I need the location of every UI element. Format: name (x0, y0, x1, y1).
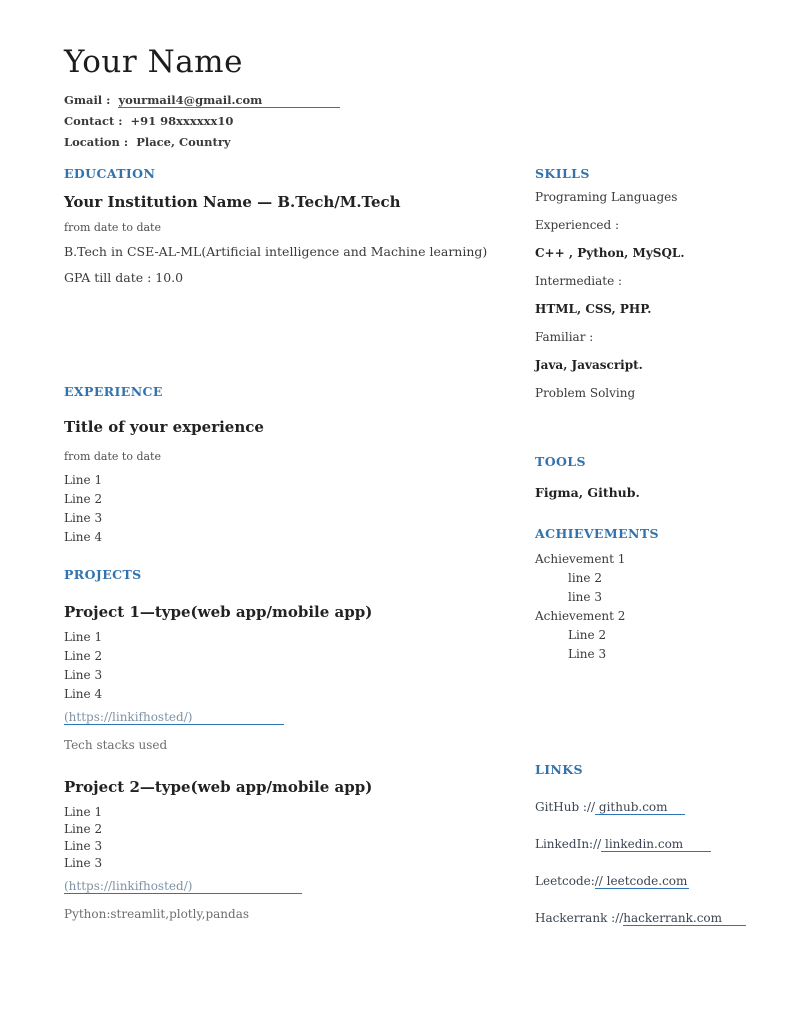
skills-line: Programing Languages (535, 190, 678, 204)
project1-tech-stack: Tech stacks used (64, 738, 168, 752)
achievement-line: Line 2 (568, 628, 607, 642)
contact-phone-row (64, 114, 664, 128)
section-header-experience: EXPERIENCE (64, 384, 163, 399)
project2-line: Line 1 (64, 805, 103, 819)
link-row-leetcode (535, 874, 775, 888)
skills-line-familiar: Java, Javascript. (535, 358, 643, 372)
skills-line: Experienced : (535, 218, 620, 232)
project1-hosted-link[interactable]: (https://linkifhosted/) (64, 710, 284, 725)
section-header-skills: SKILLS (535, 166, 590, 181)
experience-line: Line 2 (64, 492, 103, 506)
section-header-education: EDUCATION (64, 166, 156, 181)
project2-line: Line 3 (64, 839, 103, 853)
location-value: Place, Country (136, 135, 231, 149)
project1-title: Project 1—type(web app/mobile app) (64, 603, 373, 621)
email-link[interactable]: yourmail4@gmail.com (118, 93, 340, 108)
experience-line: Line 3 (64, 511, 103, 525)
achievement-line: Achievement 2 (535, 609, 626, 623)
section-header-projects: PROJECTS (64, 567, 142, 582)
hackerrank-link[interactable]: hackerrank.com (623, 911, 746, 926)
project1-line: Line 4 (64, 687, 103, 701)
right-column (535, 166, 775, 925)
contact-email-row (64, 93, 664, 107)
left-column (64, 166, 514, 921)
section-header-achievements: ACHIEVEMENTS (535, 526, 659, 541)
resume-header (64, 44, 664, 156)
experience-title: Title of your experience (64, 418, 264, 436)
education-gpa: GPA till date : 10.0 (64, 270, 184, 285)
project2-tech-stack: Python:streamlit,plotly,pandas (64, 907, 250, 921)
project2-line: Line 3 (64, 856, 103, 870)
education-dates: from date to date (64, 221, 161, 234)
project2-hosted-link[interactable]: (https://linkifhosted/) (64, 879, 302, 894)
skills-line-intermediate: HTML, CSS, PHP. (535, 302, 652, 316)
project1-line: Line 2 (64, 649, 103, 663)
linkedin-link[interactable]: linkedin.com (601, 837, 711, 852)
section-header-links: LINKS (535, 762, 583, 777)
leetcode-link[interactable]: // leetcode.com (594, 874, 688, 888)
link-row-linkedin (535, 837, 775, 851)
email-label: Gmail : (64, 93, 111, 107)
github-label: GitHub :// (535, 800, 596, 814)
skills-line: Intermediate : (535, 274, 623, 288)
skills-line: Familiar : (535, 330, 594, 344)
project2-link-row (64, 875, 514, 894)
location-label: Location : (64, 135, 129, 149)
hackerrank-label: Hackerrank :// (535, 911, 624, 925)
phone-value: +91 98xxxxxx10 (130, 114, 234, 128)
education-degree: B.Tech in CSE-AL-ML(Artificial intelligence and Machine learning) (64, 244, 488, 259)
skills-line: Problem Solving (535, 386, 636, 400)
achievement-line: Achievement 1 (535, 552, 626, 566)
project1-line: Line 1 (64, 630, 103, 644)
skills-line-experienced: C++ , Python, MySQL. (535, 246, 685, 260)
experience-line: Line 4 (64, 530, 103, 544)
education-institution: Your Institution Name — B.Tech/M.Tech (64, 193, 401, 211)
achievement-line: line 3 (568, 590, 602, 604)
linkedin-label: LinkedIn:// (535, 837, 602, 851)
github-link[interactable]: github.com (595, 800, 685, 815)
project2-line: Line 2 (64, 822, 103, 836)
project2-title: Project 2—type(web app/mobile app) (64, 778, 373, 796)
link-row-hackerrank (535, 911, 775, 925)
experience-dates: from date to date (64, 450, 161, 463)
achievement-line: line 2 (568, 571, 602, 585)
phone-label: Contact : (64, 114, 123, 128)
link-row-github (535, 800, 775, 814)
tools-value: Figma, Github. (535, 485, 640, 500)
contact-location-row (64, 135, 664, 149)
experience-line: Line 1 (64, 473, 103, 487)
project1-line: Line 3 (64, 668, 103, 682)
achievement-line: Line 3 (568, 647, 607, 661)
project1-link-row (64, 706, 514, 725)
leetcode-label: Leetcode: (535, 874, 595, 888)
section-header-tools: TOOLS (535, 454, 586, 469)
person-name: Your Name (64, 44, 243, 80)
